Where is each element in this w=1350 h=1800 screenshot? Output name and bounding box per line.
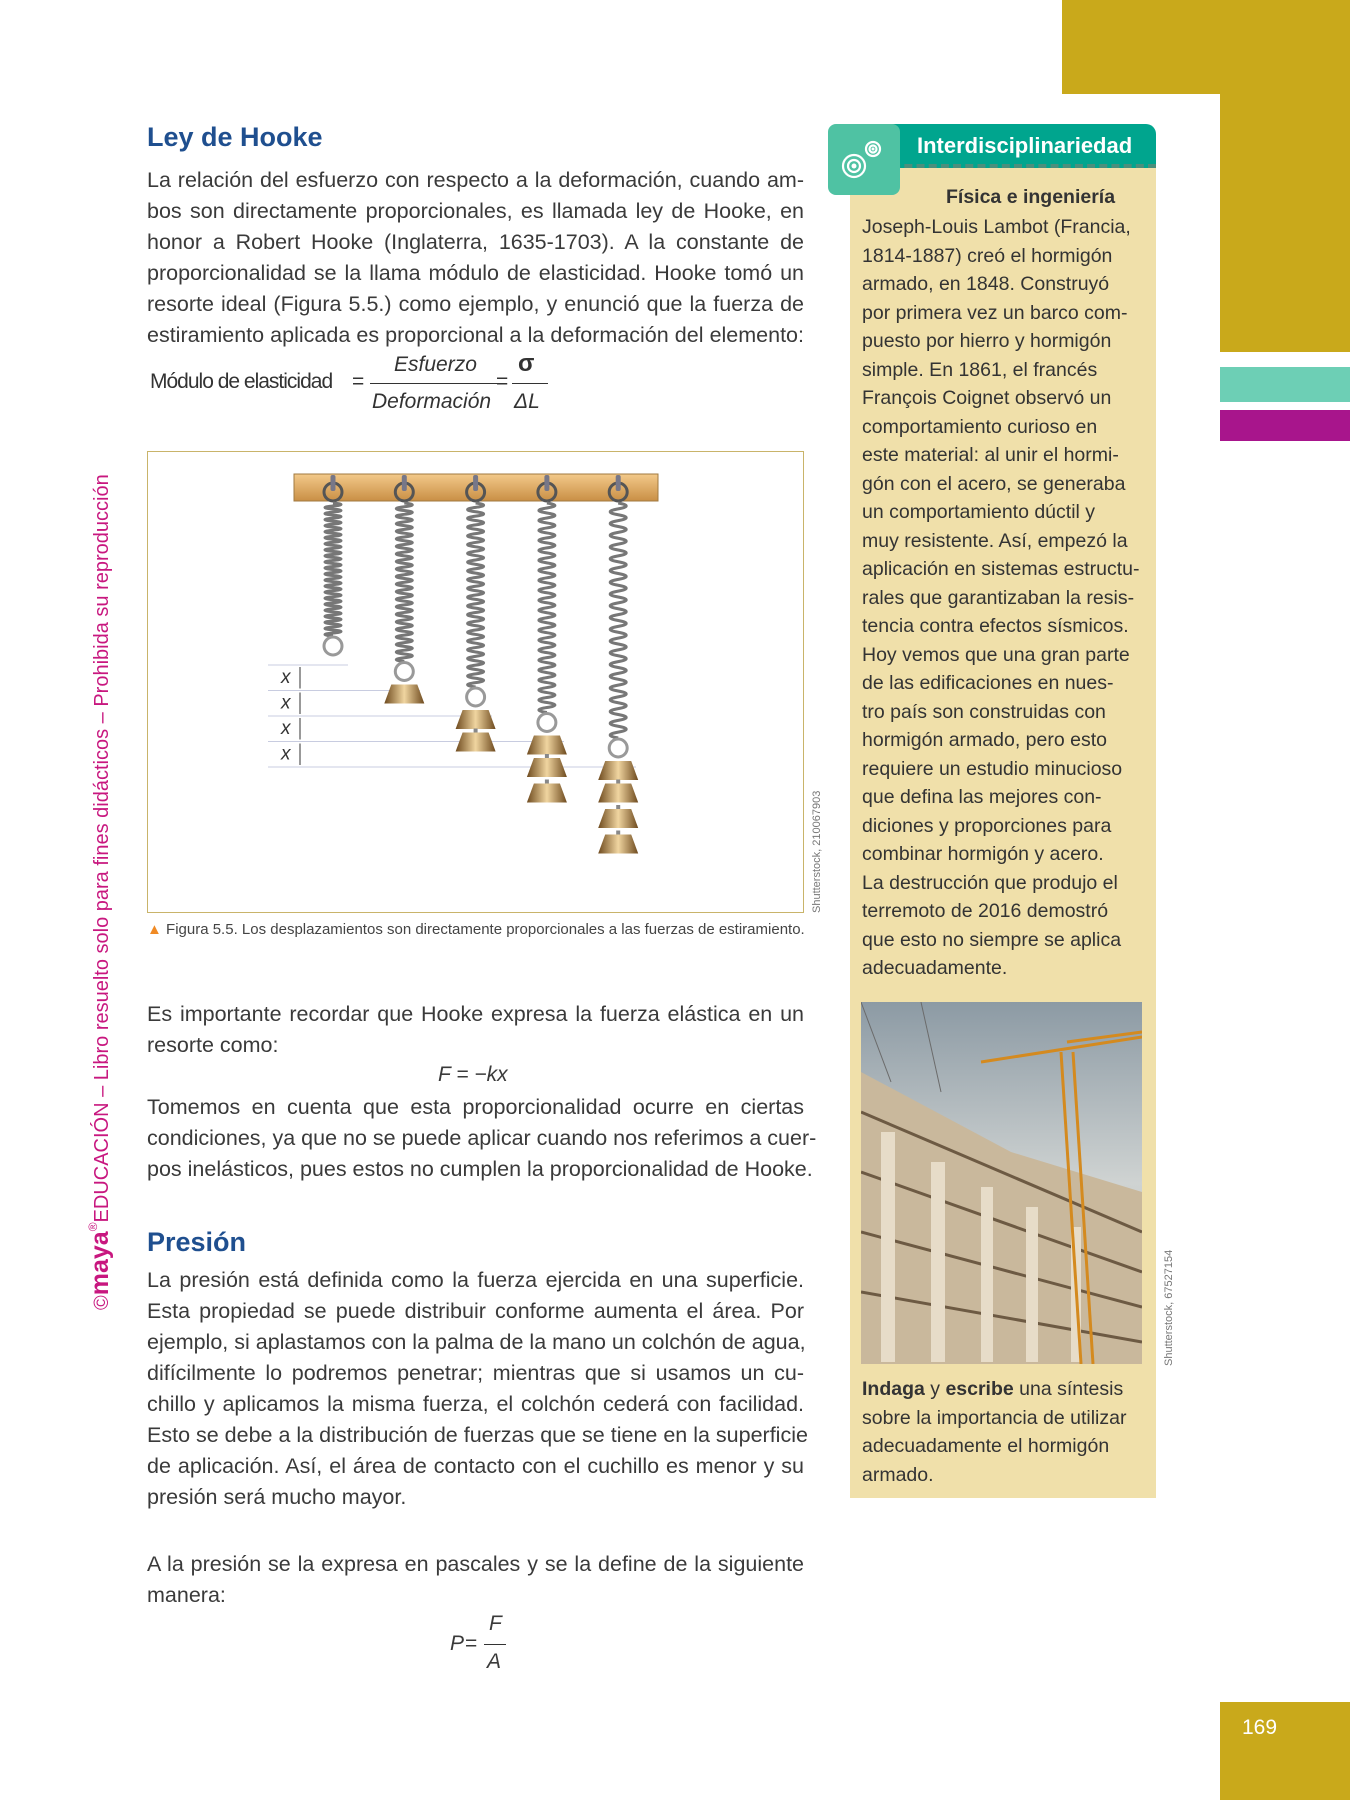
hook-pin: [473, 475, 478, 491]
formula-denominator: A: [487, 1650, 502, 1673]
photo-credit: Shutterstock, 67527154: [1163, 1249, 1175, 1366]
sidebar-line: Joseph-Louis Lambot (Francia,: [862, 216, 1131, 238]
sidebar-line: combinar hormigón y acero.: [862, 843, 1104, 865]
text-line: Esto se debe a la distribución de fuerzas que se tiene en la superficie: [147, 1423, 808, 1447]
sidebar-line: aplicación en sistemas estructu-: [862, 558, 1140, 580]
sidebar-line: gón con el acero, se generaba: [862, 472, 1126, 495]
presion-paragraph-2: [147, 1549, 804, 1611]
target-rings-icon: [828, 124, 900, 195]
text-line: estiramiento aplicada es proporcional a la deformación del elemento:: [147, 323, 804, 347]
sidebar-line: 1814-1887) creó el hormigón: [862, 244, 1113, 267]
page-number-box: [1220, 1702, 1350, 1800]
hooke-paragraph-1: [147, 165, 804, 351]
text-line: difícilmente lo podremos penetrar; mientras que si usamos un cu-: [147, 1361, 804, 1385]
copyright-sign: ©: [91, 1295, 113, 1310]
sidebar-line: rales que garantizaban la resis-: [862, 586, 1135, 609]
interdisciplinary-icon: [828, 124, 900, 195]
weight: [527, 758, 567, 777]
hook-pin: [544, 475, 549, 491]
weight: [527, 736, 567, 755]
spring: [610, 503, 626, 738]
sidebar-header-title: Interdisciplinariedad: [917, 133, 1133, 158]
sidebar-line: un comportamiento dúctil y: [862, 501, 1096, 523]
weight: [456, 733, 496, 752]
spring: [468, 503, 484, 687]
formula-eq: =: [465, 1632, 478, 1655]
text-line: Esta propiedad se puede distribuir conforme aumenta el área. Por: [147, 1299, 804, 1323]
text-line: Es importante recordar que Hooke expresa la fuerza elástica en un: [147, 1002, 804, 1026]
corner-block: [1062, 0, 1350, 94]
text-line: condiciones, ya que no se puede aplicar cuando nos referimos a cuer-: [147, 1126, 817, 1150]
sidebar-line: hormigón armado, pero esto: [862, 729, 1107, 751]
construction-photo: [861, 1002, 1142, 1364]
text-line: proporcionalidad se la llama módulo de elasticidad. Hooke tomó un: [147, 261, 804, 285]
sidebar-line: requiere un estudio minucioso: [862, 757, 1123, 780]
section-title-hooke: Ley de Hooke: [147, 122, 323, 152]
elasticity-formula: [150, 352, 550, 422]
fraction-bar: [512, 383, 548, 384]
task-line: [862, 1375, 1147, 1404]
sidebar-line: Hoy vemos que una gran parte: [862, 643, 1130, 666]
figure-caption: [147, 921, 805, 938]
weight: [598, 835, 638, 854]
spring-end-ring: [609, 739, 627, 757]
task-verb: Indaga: [862, 1378, 925, 1400]
notice-text: EDUCACIÓN – Libro resuelto solo para fines didácticos – Prohibida su reproducción: [91, 474, 113, 1223]
spring-end-ring: [324, 637, 342, 655]
sidebar-line: comportamiento curioso en: [862, 415, 1098, 438]
formula-numerator: Esfuerzo: [394, 353, 477, 376]
sidebar-header: [880, 124, 1156, 168]
sidebar-line: terremoto de 2016 demostró: [862, 900, 1109, 922]
spring: [325, 503, 341, 636]
text-line: presión será mucho mayor.: [147, 1485, 407, 1509]
text-line: La relación del esfuerzo con respecto a la deformación, cuando am-: [147, 168, 804, 192]
sidebar-task: [862, 1375, 1147, 1489]
formula-eq: =: [496, 370, 509, 393]
sidebar-line: tro país son construidas con: [862, 700, 1106, 723]
sidebar-line: simple. En 1861, el francés: [862, 358, 1098, 381]
task-line: armado.: [862, 1463, 934, 1486]
text-line: La presión está definida como la fuerza ejercida en una superficie.: [147, 1268, 804, 1292]
registered-sign: ®: [86, 1222, 100, 1232]
formula-lhs: P: [450, 1632, 465, 1655]
fraction-bar: [484, 1644, 506, 1645]
weight: [527, 784, 567, 803]
task-verb: escribe: [945, 1378, 1014, 1400]
figure-springs: [147, 451, 804, 913]
text-line: resorte como:: [147, 1033, 279, 1057]
sidebar-line: por primera vez un barco com-: [862, 301, 1128, 324]
section-title-presion: Presión: [147, 1227, 247, 1257]
spring: [539, 503, 555, 713]
weight: [598, 761, 638, 780]
sidebar-line: puesto por hierro y hormigón: [862, 330, 1112, 352]
displacement-label: x: [281, 667, 291, 688]
sidebar-line: que esto no siempre se aplica: [862, 928, 1122, 951]
formula-lhs: Módulo de elasticidad: [150, 370, 333, 393]
sidebar-body: [862, 213, 1147, 983]
text-line: pos inelásticos, pues estos no cumplen la proporcionalidad de Hooke.: [147, 1157, 813, 1181]
text-line: A la presión se la expresa en pascales y se la define de la siguiente: [147, 1552, 804, 1576]
formula-delta-l: ΔL: [514, 390, 540, 413]
weight: [456, 710, 496, 729]
sidebar-line: adecuadamente.: [862, 957, 1008, 979]
formula-numerator: F: [489, 1612, 502, 1635]
hook-pin: [616, 475, 621, 491]
sidebar-line: François Coignet observó un: [862, 387, 1112, 409]
weight: [598, 784, 638, 803]
sidebar-line: este material: al unir el hormi-: [862, 444, 1119, 466]
text-line: de aplicación. Así, el área de contacto con el cuchillo es menor y su: [147, 1454, 804, 1478]
figure-credit: Shutterstock, 210067903: [811, 790, 823, 913]
margin-stripe: [1220, 94, 1350, 352]
task-line: sobre la importancia de utilizar: [862, 1406, 1127, 1429]
sidebar-line: muy resistente. Así, empezó la: [862, 529, 1128, 552]
hooke-paragraph-2: [147, 999, 804, 1061]
formula-sigma: σ: [518, 350, 535, 377]
spring-end-ring: [395, 663, 413, 681]
triangle-icon: ▲: [147, 921, 162, 938]
weight: [598, 809, 638, 828]
text-line: ejemplo, si aplastamos con la palma de la mano un colchón de agua,: [147, 1330, 806, 1354]
formula-denominator: Deformación: [372, 390, 492, 413]
hooke-law-formula: F = −kx: [438, 1063, 508, 1086]
pressure-formula: [450, 1614, 510, 1678]
spring-end-ring: [467, 688, 485, 706]
sidebar-line: tencia contra efectos sísmicos.: [862, 615, 1129, 637]
displacement-label: x: [281, 743, 291, 765]
sidebar-line: La destrucción que produjo el: [862, 871, 1118, 894]
page-number: 169: [1242, 1716, 1278, 1739]
text-line: honor a Robert Hooke (Inglaterra, 1635-1703). A la constante de: [147, 230, 804, 254]
sidebar-line: armado, en 1848. Construyó: [862, 273, 1110, 295]
springs-illustration: [148, 452, 805, 914]
text-line: chillo y aplicamos la misma fuerza, el colchón cederá con facilidad.: [147, 1392, 804, 1416]
hooke-paragraph-3: [147, 1092, 817, 1185]
hook-pin: [331, 475, 336, 491]
text-line: Tomemos en cuenta que esta proporcionalidad ocurre en ciertas: [147, 1095, 804, 1119]
text-line: resorte ideal (Figura 5.5.) como ejemplo, y enunció que la fuerza de: [147, 292, 804, 316]
task-line: adecuadamente el hormigón: [862, 1435, 1110, 1457]
sidebar-line: que defina las mejores con-: [862, 786, 1102, 808]
brand-logo: maya: [86, 1231, 114, 1296]
margin-notice: [86, 474, 115, 1310]
spring: [396, 503, 412, 662]
displacement-label: x: [281, 692, 291, 714]
caption-text: Figura 5.5. Los desplazamientos son directamente proporcionales a las fuerzas de estiramiento.: [166, 921, 805, 938]
sidebar-line: de las edificaciones en nues-: [862, 672, 1114, 694]
weight: [384, 685, 424, 704]
displacement-label: x: [281, 718, 291, 739]
fraction-bar: [370, 383, 500, 384]
presion-paragraph-1: [147, 1265, 808, 1513]
teal-tab: [1220, 367, 1350, 402]
task-text: una síntesis: [1013, 1378, 1124, 1400]
formula-eq: =: [352, 370, 365, 393]
sidebar-subtitle: Física e ingeniería: [946, 186, 1116, 208]
sidebar-line: diciones y proporciones para: [862, 814, 1112, 837]
spring-end-ring: [538, 714, 556, 732]
text-line: bos son directamente proporcionales, es llamada ley de Hooke, en: [147, 199, 804, 223]
text-line: manera:: [147, 1583, 226, 1607]
hook-pin: [402, 475, 407, 491]
task-text: y: [924, 1378, 946, 1400]
magenta-tab: [1220, 410, 1350, 441]
building-crane-image: [861, 1002, 1142, 1364]
